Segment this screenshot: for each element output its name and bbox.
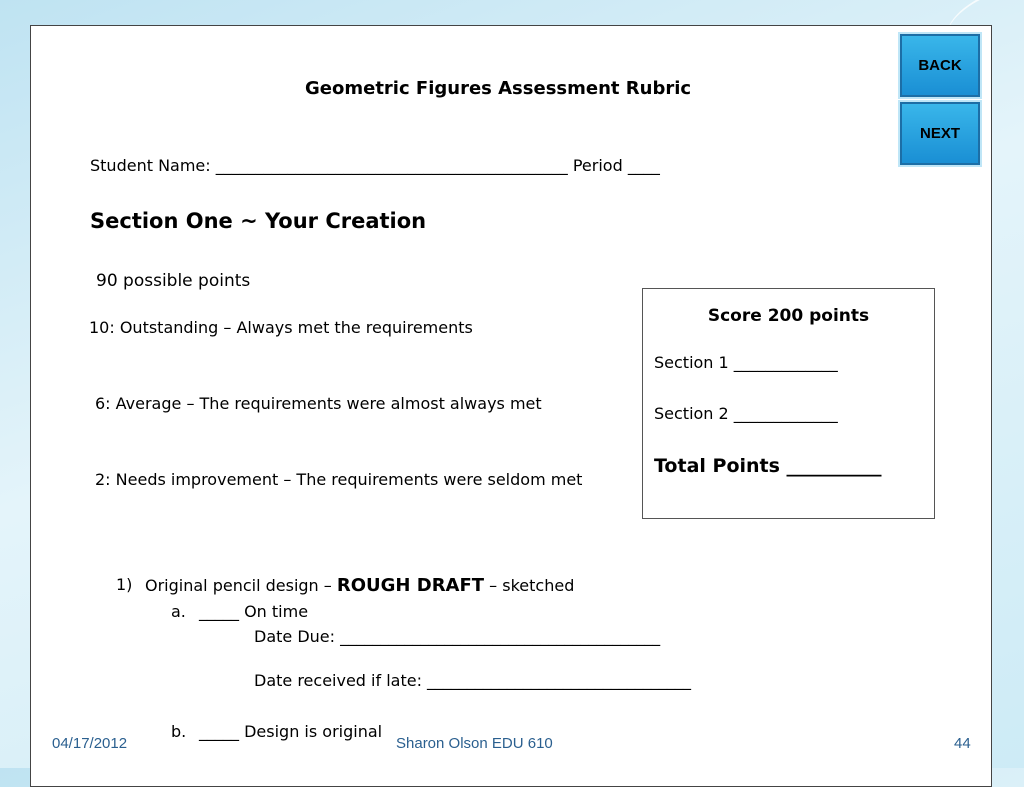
sub-a-text: _____ On time: [199, 602, 309, 621]
section-heading: Section One ~ Your Creation: [90, 209, 427, 233]
date-due: Date Due: ________________________________________: [254, 627, 661, 646]
footer-page-number: 44: [954, 735, 971, 752]
footer-date: 04/17/2012: [52, 735, 128, 752]
possible-points: 90 possible points: [96, 271, 251, 291]
section2-score: Section 2 _____________: [654, 404, 838, 423]
date-received-late: Date received if late: _________________________________: [254, 671, 692, 690]
section1-score: Section 1 _____________: [654, 353, 838, 372]
sub-b-text: _____ Design is original: [199, 722, 383, 741]
document-page: [30, 25, 992, 787]
scale-item: 10: Outstanding – Always met the requirements: [89, 318, 473, 337]
back-button[interactable]: BACK: [900, 34, 980, 97]
total-points: Total Points __________: [654, 455, 882, 477]
scale-item: 2: Needs improvement – The requirements were seldom met: [95, 470, 583, 489]
score-box-title: Score 200 points: [707, 306, 870, 326]
item-text-c: – sketched: [489, 576, 575, 595]
score-box: [642, 288, 935, 519]
item-text: [145, 575, 574, 596]
item-text-a: Original pencil design –: [145, 576, 332, 595]
footer-author: Sharon Olson EDU 610: [396, 735, 553, 752]
item-number: 1): [116, 575, 133, 594]
item-text-b: ROUGH DRAFT: [336, 575, 485, 596]
student-name-line: Student Name: ____________________________________________ Period ____: [90, 156, 660, 175]
sub-a-label: a.: [171, 602, 186, 621]
document-title: Geometric Figures Assessment Rubric: [305, 78, 692, 99]
next-button[interactable]: NEXT: [900, 102, 980, 165]
scale-item: 6: Average – The requirements were almost always met: [95, 394, 542, 413]
sub-b-label: b.: [171, 722, 187, 741]
